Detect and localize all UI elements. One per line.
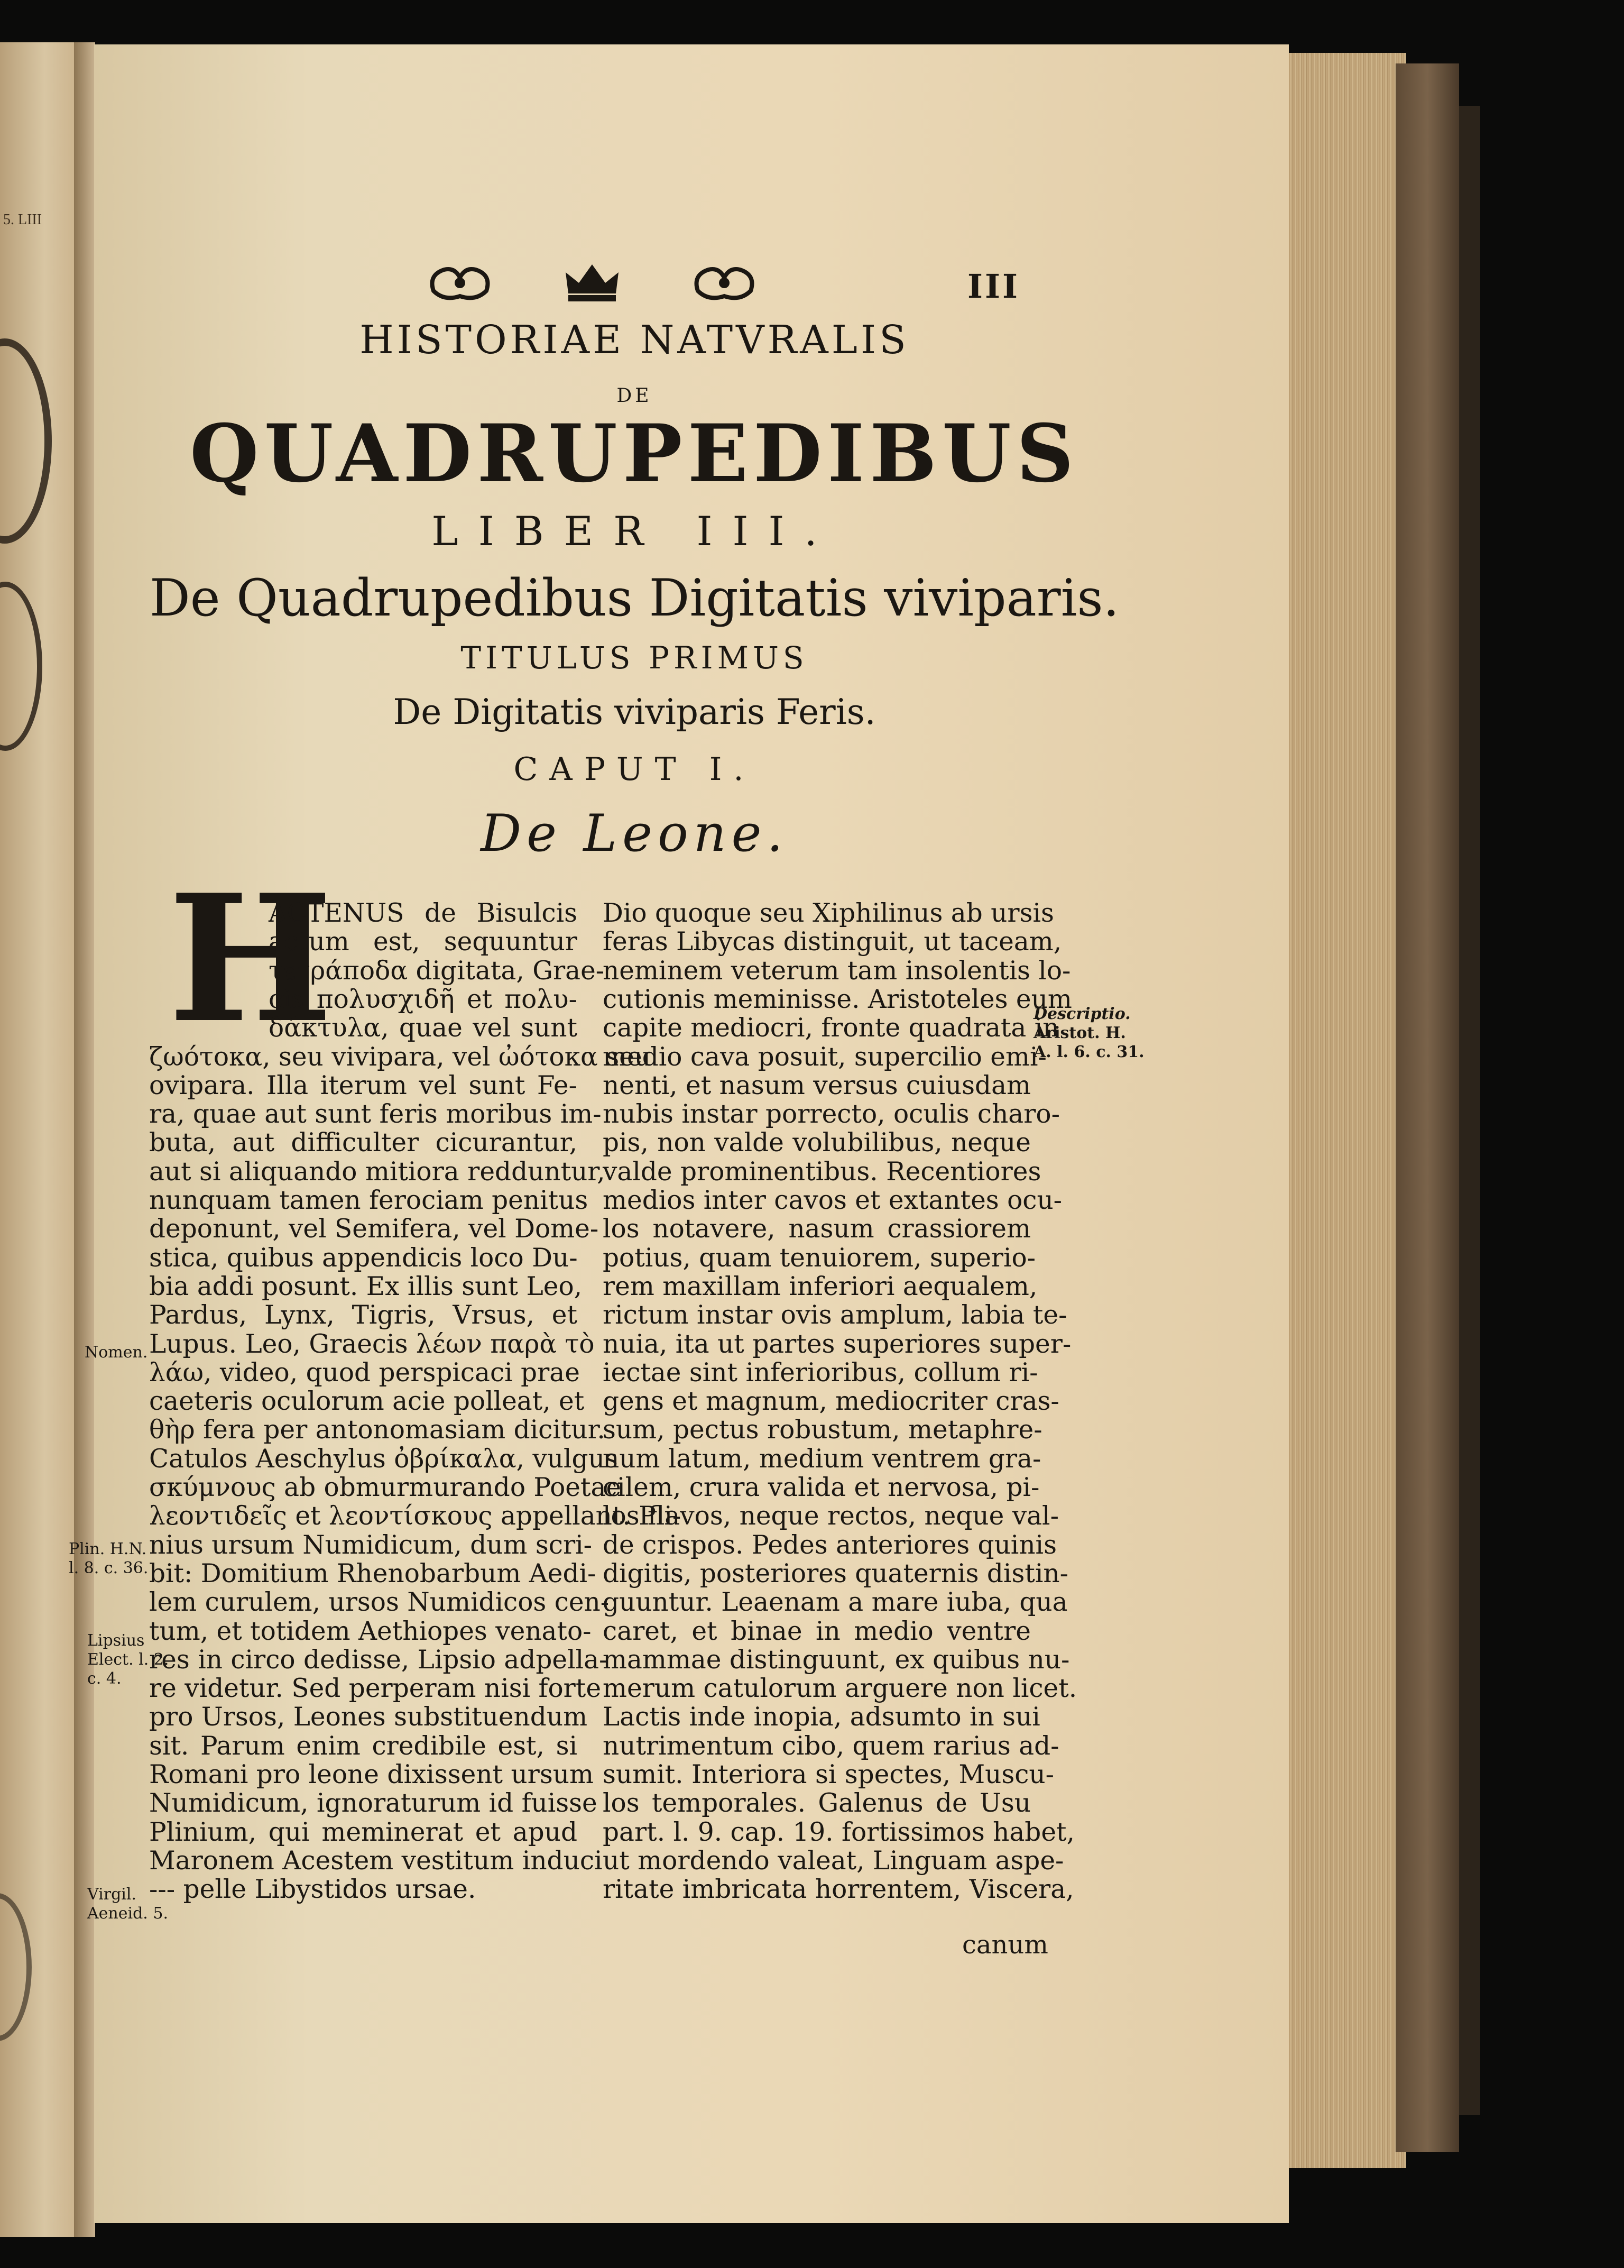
floral-ornament-icon	[423, 254, 497, 307]
text-line: guuntur. Leaenam a mare iuba, qua	[603, 1587, 1068, 1618]
title-line: HISTORIAE NATVRALIS	[359, 317, 909, 363]
text-line: nunquam tamen ferociam penitus	[149, 1186, 588, 1215]
text-line: merum catulorum arguere non licet.	[603, 1674, 1077, 1704]
margin-note-lipsius	[87, 1631, 169, 1688]
text-line: lem curulem, ursos Numidicos cen-	[149, 1587, 610, 1618]
chapter-title: De Leone.	[481, 804, 788, 863]
text-line: iectae sint inferioribus, collum ri-	[603, 1357, 1038, 1388]
engraving-fragment	[0, 1893, 32, 2041]
text-line: cilem, crura valida et nervosa, pi-	[603, 1473, 1040, 1502]
text-line: sumit. Interiora si spectes, Muscu-	[603, 1760, 1055, 1789]
text-line: δάκτυλα, quae vel sunt	[269, 1013, 577, 1043]
margin-note-line: c. 4.	[87, 1669, 122, 1688]
book-cover-board	[1396, 63, 1459, 2152]
text-line: cutionis meminisse. Aristoteles eum	[603, 984, 1072, 1014]
text-line: nutrimentum cibo, quem rarius ad-	[603, 1731, 1059, 1761]
text-line: pro Ursos, Leones substituendum	[149, 1702, 588, 1732]
text-line: pis, non valde volubilibus, neque	[603, 1128, 1031, 1158]
text-line: los flavos, neque rectos, neque val-	[603, 1501, 1059, 1531]
text-line: digitis, posteriores quaternis distin-	[603, 1558, 1068, 1588]
text-line: medios inter cavos et extantes ocu-	[603, 1186, 1063, 1215]
text-line: los temporales. Galenus de Usu	[603, 1788, 1031, 1819]
engraving-fragment	[0, 338, 52, 544]
margin-note-plinius	[69, 1540, 148, 1578]
title-de: DE	[616, 385, 652, 407]
text-line: Catulos Aeschylus ὀβρίκαλα, vulgus	[149, 1444, 618, 1474]
drop-cap: H	[168, 856, 333, 1061]
margin-note-line: Virgil.	[87, 1885, 137, 1904]
text-line: sum, pectus robustum, metaphre-	[603, 1415, 1042, 1445]
facing-page	[0, 42, 74, 2237]
margin-note-line: Elect. l. 2.	[87, 1650, 169, 1669]
text-line: actum est, sequuntur	[269, 927, 577, 957]
text-line: bia addi posunt. Ex illis sunt Leo,	[149, 1271, 583, 1301]
text-line: mammae distinguunt, ex quibus nu-	[603, 1645, 1070, 1675]
text-line: --- pelle Libystidos ursae.	[149, 1875, 476, 1905]
text-line: τετράποδα digitata, Grae-	[269, 956, 605, 986]
margin-note-line: Descriptio.	[1034, 1005, 1131, 1023]
titulus-subtitle: De Digitatis viviparis Feris.	[393, 692, 876, 732]
book-number: LIBER III.	[431, 508, 837, 555]
text-line: neminem veterum tam insolentis lo-	[603, 956, 1071, 986]
text-line: valde prominentibus. Recentiores	[603, 1156, 1041, 1187]
header-ornament	[423, 249, 761, 312]
text-line: bit: Domitium Rhenobarbum Aedi-	[149, 1558, 596, 1588]
page-edges	[1269, 53, 1406, 2168]
margin-note-line: Aristot. H.	[1034, 1024, 1126, 1042]
text-line: nubis instar porrecto, oculis charo-	[603, 1099, 1060, 1130]
text-line: de crispos. Pedes anteriores quinis	[603, 1530, 1057, 1560]
text-line: Romani pro leone dixissent ursum	[149, 1760, 594, 1789]
text-line: rictum instar ovis amplum, labia te-	[603, 1300, 1067, 1330]
margin-note-line: Plin. H.N.	[69, 1540, 147, 1558]
text-line: medio cava posuit, supercilio emi-	[603, 1042, 1047, 1072]
margin-note-line: A. l. 6. c. 31.	[1034, 1043, 1145, 1061]
text-line: Plinium, qui meminerat et apud	[149, 1817, 577, 1847]
book-subtitle: De Quadrupedibus Digitatis viviparis.	[149, 568, 1120, 628]
text-line: Lactis inde inopia, adsumto in sui	[603, 1702, 1040, 1732]
main-title: QUADRUPEDIBUS	[189, 407, 1079, 500]
crown-icon	[555, 254, 629, 307]
text-line: λάω, video, quod perspicaci prae	[149, 1357, 580, 1388]
margin-note-nomen: Nomen.	[85, 1343, 148, 1362]
text-line: rem maxillam inferiori aequalem,	[603, 1271, 1038, 1301]
margin-note-line: Lipsius	[87, 1631, 145, 1650]
text-line: ritate imbricata horrentem, Viscera,	[603, 1875, 1074, 1905]
text-line: nuia, ita ut partes superiores super-	[603, 1329, 1072, 1359]
text-line: part. l. 9. cap. 19. fortissimos habet,	[603, 1817, 1075, 1847]
text-line: num latum, medium ventrem gra-	[603, 1444, 1041, 1474]
text-line: cis πολυσχιδῆ et πολυ-	[269, 984, 577, 1014]
book-cover-edge	[1459, 106, 1480, 2115]
text-line: λεοντιδεῖς et λεοντίσκους appellant. Pli-	[149, 1501, 681, 1531]
chapter-number: CAPUT I.	[513, 751, 755, 788]
text-line: ACTENUS de Bisulcis	[269, 898, 577, 928]
text-line: Maronem Acestem vestitum induci	[149, 1845, 603, 1876]
text-line: re videtur. Sed perperam nisi forte	[149, 1674, 602, 1704]
text-line: sit. Parum enim credibile est, si	[149, 1731, 577, 1761]
text-line: Dio quoque seu Xiphilinus ab ursis	[603, 898, 1054, 928]
margin-note-descriptio	[1034, 1005, 1145, 1062]
margin-note-line: l. 8. c. 36.	[69, 1559, 149, 1577]
text-line: σκύμνους ab obmurmurando Poetae	[149, 1473, 622, 1502]
margin-note-virgil	[87, 1885, 168, 1923]
text-line: stica, quibus appendicis loco Du-	[149, 1243, 578, 1273]
text-line: tum, et totidem Aethiopes venato-	[149, 1616, 592, 1646]
text-line: potius, quam tenuiorem, superio-	[603, 1243, 1036, 1273]
text-line: feras Libycas distinguit, ut taceam,	[603, 927, 1062, 957]
text-line: res in circo dedisse, Lipsio adpella-	[149, 1645, 608, 1675]
text-line: ut mordendo valeat, Linguam aspe-	[603, 1845, 1064, 1876]
text-line: deponunt, vel Semifera, vel Dome-	[149, 1214, 599, 1244]
text-line: ra, quae aut sunt feris moribus im-	[149, 1099, 602, 1130]
text-line: caret, et binae in medio ventre	[603, 1616, 1031, 1646]
text-line: los notavere, nasum crassiorem	[603, 1214, 1031, 1244]
text-line: nius ursum Numidicum, dum scri-	[149, 1530, 593, 1560]
facing-page-fragment: 5. LIII	[3, 212, 42, 228]
catchword: canum	[962, 1930, 1048, 1960]
text-line: Numidicum, ignoraturum id fuisse	[149, 1788, 597, 1819]
titulus-heading: TITULUS PRIMUS	[460, 640, 808, 676]
text-line: ovipara. Illa iterum vel sunt Fe-	[149, 1070, 577, 1100]
engraving-fragment	[0, 582, 42, 751]
text-line: ζωότοκα, seu vivipara, vel ὠότοκα seu	[149, 1042, 651, 1072]
page-number: III	[967, 267, 1020, 306]
margin-note-line: Aeneid. 5.	[87, 1904, 168, 1923]
text-line: θὴρ fera per antonomasiam dicitur.	[149, 1415, 605, 1445]
text-line: buta, aut difficulter cicurantur,	[149, 1128, 577, 1158]
text-line: capite mediocri, fronte quadrata in	[603, 1013, 1059, 1043]
text-line: aut si aliquando mitiora redduntur,	[149, 1156, 605, 1187]
text-line: Lupus. Leo, Graecis λέων παρὰ τὸ	[149, 1329, 595, 1359]
floral-ornament-icon	[687, 254, 761, 307]
text-line: Pardus, Lynx, Tigris, Vrsus, et	[149, 1300, 577, 1330]
text-line: nenti, et nasum versus cuiusdam	[603, 1070, 1031, 1100]
text-line: gens et magnum, mediocriter cras-	[603, 1386, 1059, 1417]
text-line: caeteris oculorum acie polleat, et	[149, 1386, 585, 1417]
